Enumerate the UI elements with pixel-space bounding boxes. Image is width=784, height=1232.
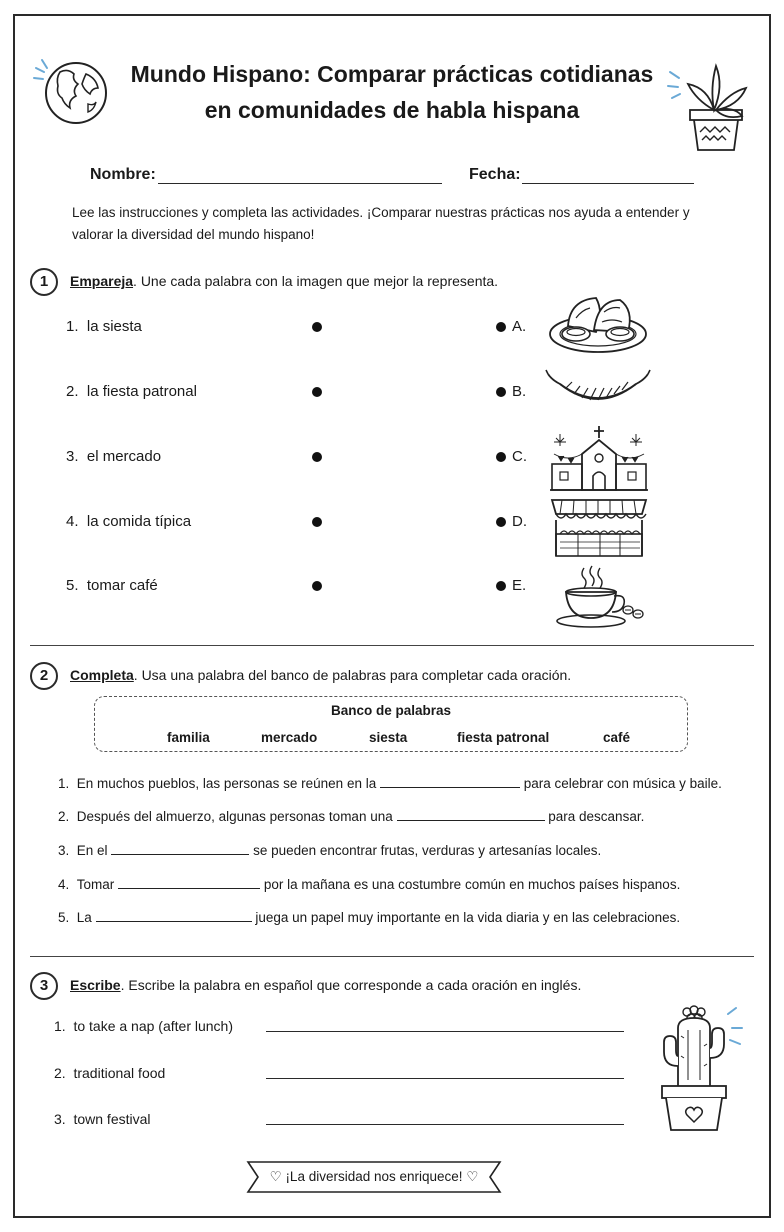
sentence-2 xyxy=(58,807,644,824)
english-item-num: 1. xyxy=(54,1018,66,1034)
section-1-heading-rest: . Une cada palabra con la imagen que mejor la representa. xyxy=(133,273,499,289)
match-item-num: 2. xyxy=(66,383,79,400)
english-item-text: town festival xyxy=(73,1111,151,1127)
church-fiesta-icon xyxy=(548,424,650,492)
answer-line-3[interactable] xyxy=(266,1123,624,1125)
sentence-before: Después del almuerzo, algunas personas toman una xyxy=(76,809,393,824)
sentence-before: En el xyxy=(76,843,108,858)
sentence-after: para celebrar con música y baile. xyxy=(523,776,722,791)
english-item-num: 3. xyxy=(54,1111,66,1127)
english-item-2 xyxy=(54,1065,165,1081)
banner-content xyxy=(246,1160,502,1194)
match-dot-right-c[interactable] xyxy=(496,452,506,462)
match-item-3 xyxy=(66,448,161,465)
sentence-blank[interactable] xyxy=(380,774,520,788)
sentence-before: En muchos pueblos, las personas se reúnen en la xyxy=(76,776,377,791)
sentence-before: Tomar xyxy=(76,877,115,892)
section-2-heading-rest: . Usa una palabra del banco de palabras para completar cada oración. xyxy=(133,667,572,683)
title-line-2: en comunidades de habla hispana xyxy=(204,97,580,123)
match-dot-left-4[interactable] xyxy=(312,517,322,527)
sentence-num: 5. xyxy=(58,910,70,925)
name-label: Nombre: xyxy=(90,166,156,183)
english-item-text: traditional food xyxy=(73,1065,166,1081)
sentence-after: se pueden encontrar frutas, verduras y artesanías locales. xyxy=(253,843,602,858)
match-item-text: el mercado xyxy=(86,448,162,465)
match-dot-left-3[interactable] xyxy=(312,452,322,462)
sentence-after: juega un papel muy importante en la vida diaria y en las celebraciones. xyxy=(255,910,681,925)
sentence-num: 3. xyxy=(58,843,70,858)
word-bank xyxy=(94,696,688,752)
word-bank-word: siesta xyxy=(369,730,408,745)
match-dot-right-b[interactable] xyxy=(496,387,506,397)
market-stall-icon xyxy=(548,496,650,558)
match-item-text: la comida típica xyxy=(86,513,192,530)
date-label: Fecha: xyxy=(469,166,521,183)
match-item-num: 4. xyxy=(66,513,79,530)
intro-text: Lee las instrucciones y completa las actividades. ¡Comparar nuestras prácticas nos ayuda a entender y valorar la diversidad del mundo hispano! xyxy=(72,205,690,242)
cactus-icon xyxy=(650,1000,750,1134)
sentence-blank[interactable] xyxy=(96,908,252,922)
sentence-after: por la mañana es una costumbre común en muchos países hispanos. xyxy=(263,877,681,892)
sentence-4 xyxy=(58,875,680,892)
match-item-4 xyxy=(66,513,191,530)
heart-icon: ♡ xyxy=(269,1169,282,1184)
match-dot-right-e[interactable] xyxy=(496,581,506,591)
match-item-5 xyxy=(66,577,158,594)
english-item-num: 2. xyxy=(54,1065,66,1081)
word-bank-word: café xyxy=(603,730,631,745)
match-dot-right-a[interactable] xyxy=(496,322,506,332)
match-item-1 xyxy=(66,318,142,335)
english-item-text: to take a nap (after lunch) xyxy=(73,1018,234,1034)
sentence-blank[interactable] xyxy=(397,807,545,821)
section-3-heading-bold: Escribe xyxy=(70,977,121,993)
section-3-number: 3 xyxy=(30,972,58,1000)
sentence-num: 2. xyxy=(58,809,70,824)
name-field[interactable] xyxy=(158,183,442,184)
match-item-2 xyxy=(66,383,197,400)
section-divider-1 xyxy=(30,645,754,646)
sentence-num: 1. xyxy=(58,776,70,791)
sentence-blank[interactable] xyxy=(111,841,249,855)
sentence-num: 4. xyxy=(58,877,70,892)
bread-plate-icon xyxy=(546,290,650,356)
section-3-heading-rest: . Escribe la palabra en español que corresponde a cada oración en inglés. xyxy=(120,977,582,993)
match-letter-a: A. xyxy=(512,318,527,335)
title-line-1: Mundo Hispano: Comparar prácticas cotidianas xyxy=(130,61,654,87)
footer-banner xyxy=(246,1160,502,1194)
match-item-num: 3. xyxy=(66,448,79,465)
match-item-text: la siesta xyxy=(86,318,142,335)
match-letter-e: E. xyxy=(512,577,527,594)
section-1-heading xyxy=(70,273,498,289)
banner-text: ¡La diversidad nos enriquece! xyxy=(285,1169,463,1184)
sentence-before: La xyxy=(76,910,92,925)
match-letter-b: B. xyxy=(512,383,527,400)
hammock-icon xyxy=(544,366,652,418)
section-2-heading xyxy=(70,667,571,683)
match-letter-d: D. xyxy=(512,513,527,530)
sentence-after: para descansar. xyxy=(548,809,645,824)
sentence-3 xyxy=(58,841,601,858)
page-title xyxy=(0,56,784,128)
sentence-1 xyxy=(58,774,722,791)
answer-line-1[interactable] xyxy=(266,1030,624,1032)
sentence-blank[interactable] xyxy=(118,875,260,889)
word-bank-word: fiesta patronal xyxy=(457,730,550,745)
word-bank-word: mercado xyxy=(261,730,318,745)
match-item-text: la fiesta patronal xyxy=(86,383,197,400)
match-item-num: 5. xyxy=(66,577,79,594)
match-item-text: tomar café xyxy=(86,577,158,594)
heart-icon: ♡ xyxy=(466,1169,479,1184)
match-dot-right-d[interactable] xyxy=(496,517,506,527)
sentence-5 xyxy=(58,908,680,925)
word-bank-title: Banco de palabras xyxy=(330,703,452,718)
section-1-heading-bold: Empareja xyxy=(70,273,134,289)
section-1-number: 1 xyxy=(30,268,58,296)
answer-line-2[interactable] xyxy=(266,1077,624,1079)
date-field[interactable] xyxy=(522,183,694,184)
word-bank-word: familia xyxy=(167,730,210,745)
match-letter-c: C. xyxy=(512,448,527,465)
section-2-number: 2 xyxy=(30,662,58,690)
coffee-cup-icon xyxy=(554,564,646,630)
match-dot-left-1[interactable] xyxy=(312,322,322,332)
section-3-heading xyxy=(70,977,581,993)
section-divider-2 xyxy=(30,956,754,957)
english-item-1 xyxy=(54,1018,233,1034)
match-dot-left-5[interactable] xyxy=(312,581,322,591)
match-dot-left-2[interactable] xyxy=(312,387,322,397)
english-item-3 xyxy=(54,1111,151,1127)
section-2-heading-bold: Completa xyxy=(70,667,134,683)
match-item-num: 1. xyxy=(66,318,79,335)
